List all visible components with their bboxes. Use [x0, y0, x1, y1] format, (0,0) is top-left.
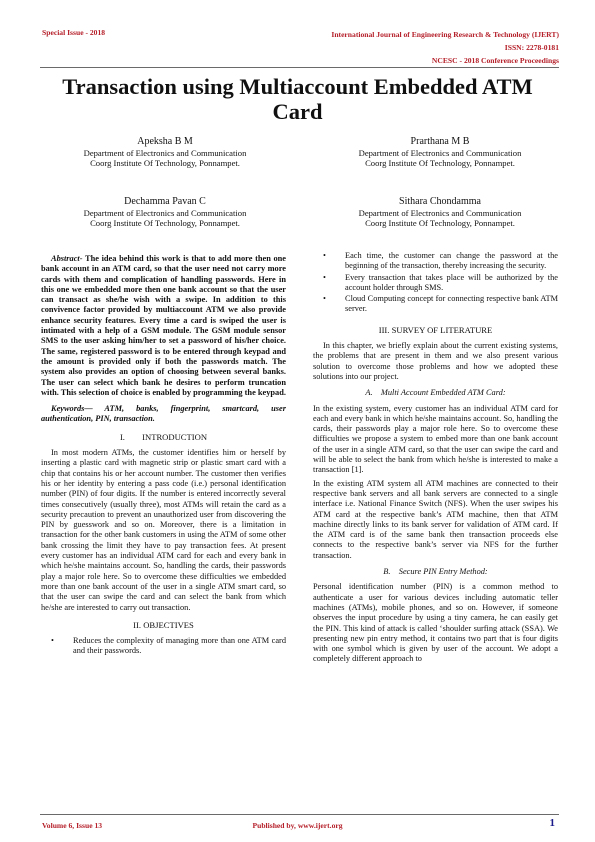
list-item-text: Cloud Computing concept for connecting respective bank ATM server.	[345, 294, 558, 314]
left-column	[41, 254, 286, 658]
right-column	[313, 251, 558, 668]
page-number: 1	[549, 817, 555, 829]
abstract-label: Abstract-	[51, 254, 83, 263]
subsection-heading-a: A. Multi Account Embedded ATM Card:	[365, 388, 506, 398]
header-rule	[40, 67, 559, 68]
paper-title: Transaction using Multiaccount Embedded ATM Card	[62, 74, 533, 124]
list-item	[323, 272, 558, 294]
author-2	[315, 135, 565, 169]
author-name: Dechamma Pavan C	[124, 196, 206, 207]
author-dept: Department of Electronics and Communication	[83, 148, 247, 158]
keywords-label: Keywords—	[51, 404, 93, 414]
list-item-text: Reduces the complexity of managing more than one ATM card and their passwords.	[73, 636, 286, 656]
author-dept: Department of Electronics and Communication	[358, 208, 522, 218]
objectives-list-continued	[313, 251, 558, 315]
paragraph: Personal identification number (PIN) is a common method to authenticate a user for various devices including automatic teller machines (ATMs), mobile phones, and so on. However, if someone observes the input procedure by using a tiny camera, he can easily get the PIN. This kind of attack is called ‘shoulder surfing attack (SSA). We presenting new pin entry method, it contains two part that is four digits with one symbol which is given by user of the account. We adopt a completely different approach to	[313, 582, 558, 664]
bullet-icon: •	[323, 251, 326, 260]
author-name: Prarthana M B	[410, 136, 470, 147]
survey-intro-paragraph: In this chapter, we briefly explain about the current existing systems, the problems that are present in them and we also present various solution to overcome those problems and how we adopted these solutions into our project.	[313, 341, 558, 381]
header-left: Special Issue - 2018	[42, 28, 106, 37]
author-inst: Coorg Institute Of Technology, Ponnampet.	[365, 218, 515, 229]
author-1	[40, 135, 290, 169]
section-heading-objectives: II. OBJECTIVES	[133, 619, 194, 630]
paragraph: In the existing ATM system all ATM machines are connected to their respective bank servers and all bank servers are connected to a single interface i.e. National Finance Switch (NFS). When the user swipes his ATM card at the respective bank’s ATM machine, then that ATM machine directly links to its bank server for validation of ATM card. If the ATM card is of the same bank then transaction proceeds else connects to the respective bank’s server via NFS for the further transaction.	[313, 478, 558, 560]
abstract-text: The idea behind this work is that to add more then one bank account in an ATM card, so that the user need not carry more cards with them and complication of handling passwords. Here in this one we embedded more then one bank account so that the user can transact as she/he wish with a swipe. In addition to this convivence factor provided by multiaccount ATM we also provide enhance security features. Every time a card is swiped the user is intimated with a help of a GSM module. The GSM module sensor SMS to the user asking him/her to set a password of his/her choice. The same, registered password is to be entered through keypad and the amount is provided only if both the passwords match. The system also provides an option of choosing between several banks. The user can select which bank he desires to perform truncation with. This selection of choice is enabled by programming the keypad.	[41, 254, 286, 397]
author-4	[315, 195, 565, 229]
introduction-paragraph: In most modern ATMs, the customer identifies him or herself by inserting a plastic card with magnetic strip or plastic smart card with a chip that contains his or her account number. The customer then verifies his or her identity by entering a pass code (i.e.) personal identification number (PIN) of four digits. If the number is entered incorrectly several times consecutively (usually three), most ATMs will retain the card as a security precaution to prevent an unauthorized user from discovering the PIN by guesswork and so on. Moreover, there is a limitation in transaction for the other bank customers in using the ATM of some other bank crossing the limit they have to pay transaction fees. At present every customer has an individual ATM card for each and every bank in which he/she maintains account. So, handling the cards, their passwords play a major role here. So to overcome these difficulties we embedded more than one bank account of the user in a single ATM smart card, so that the user can swipe the card and can select the bank from which he/she are interested to carry out transaction.	[41, 448, 286, 612]
author-name: Sithara Chondamma	[399, 196, 481, 207]
keywords-text: ATM, banks, fingerprint, smartcard, user authentication, PIN, transaction.	[41, 404, 286, 424]
list-item	[323, 294, 558, 315]
author-inst: Coorg Institute Of Technology, Ponnampet.	[365, 158, 515, 169]
list-item	[51, 636, 286, 657]
issn: ISSN: 2278-0181	[504, 43, 559, 52]
footer-volume: Volume 6, Issue 13	[42, 821, 103, 830]
author-dept: Department of Electronics and Communication	[358, 148, 522, 158]
header-right	[259, 28, 559, 67]
footer-rule	[40, 814, 559, 815]
list-item-text: Every transaction that takes place will be authorized by the account holder through SMS.	[345, 272, 558, 292]
section-heading-introduction: I. INTRODUCTION	[119, 431, 208, 442]
abstract	[41, 254, 286, 398]
objectives-list	[41, 636, 286, 657]
list-item	[323, 251, 558, 272]
subsection-heading-b: B. Secure PIN Entry Method:	[383, 567, 488, 577]
bullet-icon: •	[323, 272, 326, 282]
bullet-icon: •	[51, 636, 54, 646]
author-3	[40, 195, 290, 229]
footer-publisher: Published by, www.ijert.org	[252, 821, 343, 830]
keywords	[41, 404, 286, 425]
section-heading-survey: III. SURVEY OF LITERATURE	[378, 324, 493, 335]
list-item-text: Each time, the customer can change the password at the beginning of the transaction, thereby increasing the security.	[345, 251, 558, 271]
author-dept: Department of Electronics and Communication	[83, 208, 247, 218]
conference-name: NCESC - 2018 Conference Proceedings	[431, 56, 559, 65]
author-name: Apeksha B M	[137, 136, 193, 147]
author-inst: Coorg Institute Of Technology, Ponnampet.	[90, 158, 240, 169]
author-inst: Coorg Institute Of Technology, Ponnampet.	[90, 218, 240, 229]
paragraph: In the existing system, every customer has an individual ATM card for each and every bank in which he/she maintains account. So, handling the cards, their passwords play a major role here. So to overcome these difficulties we propose a system to embed more than one bank account of the user in a single ATM card, so that the user can swipe the card and will be able to select the bank from which he/she is interested to make a transaction [1].	[313, 403, 558, 475]
journal-name: International Journal of Engineering Research & Technology (IJERT)	[331, 30, 559, 39]
bullet-icon: •	[323, 294, 326, 304]
